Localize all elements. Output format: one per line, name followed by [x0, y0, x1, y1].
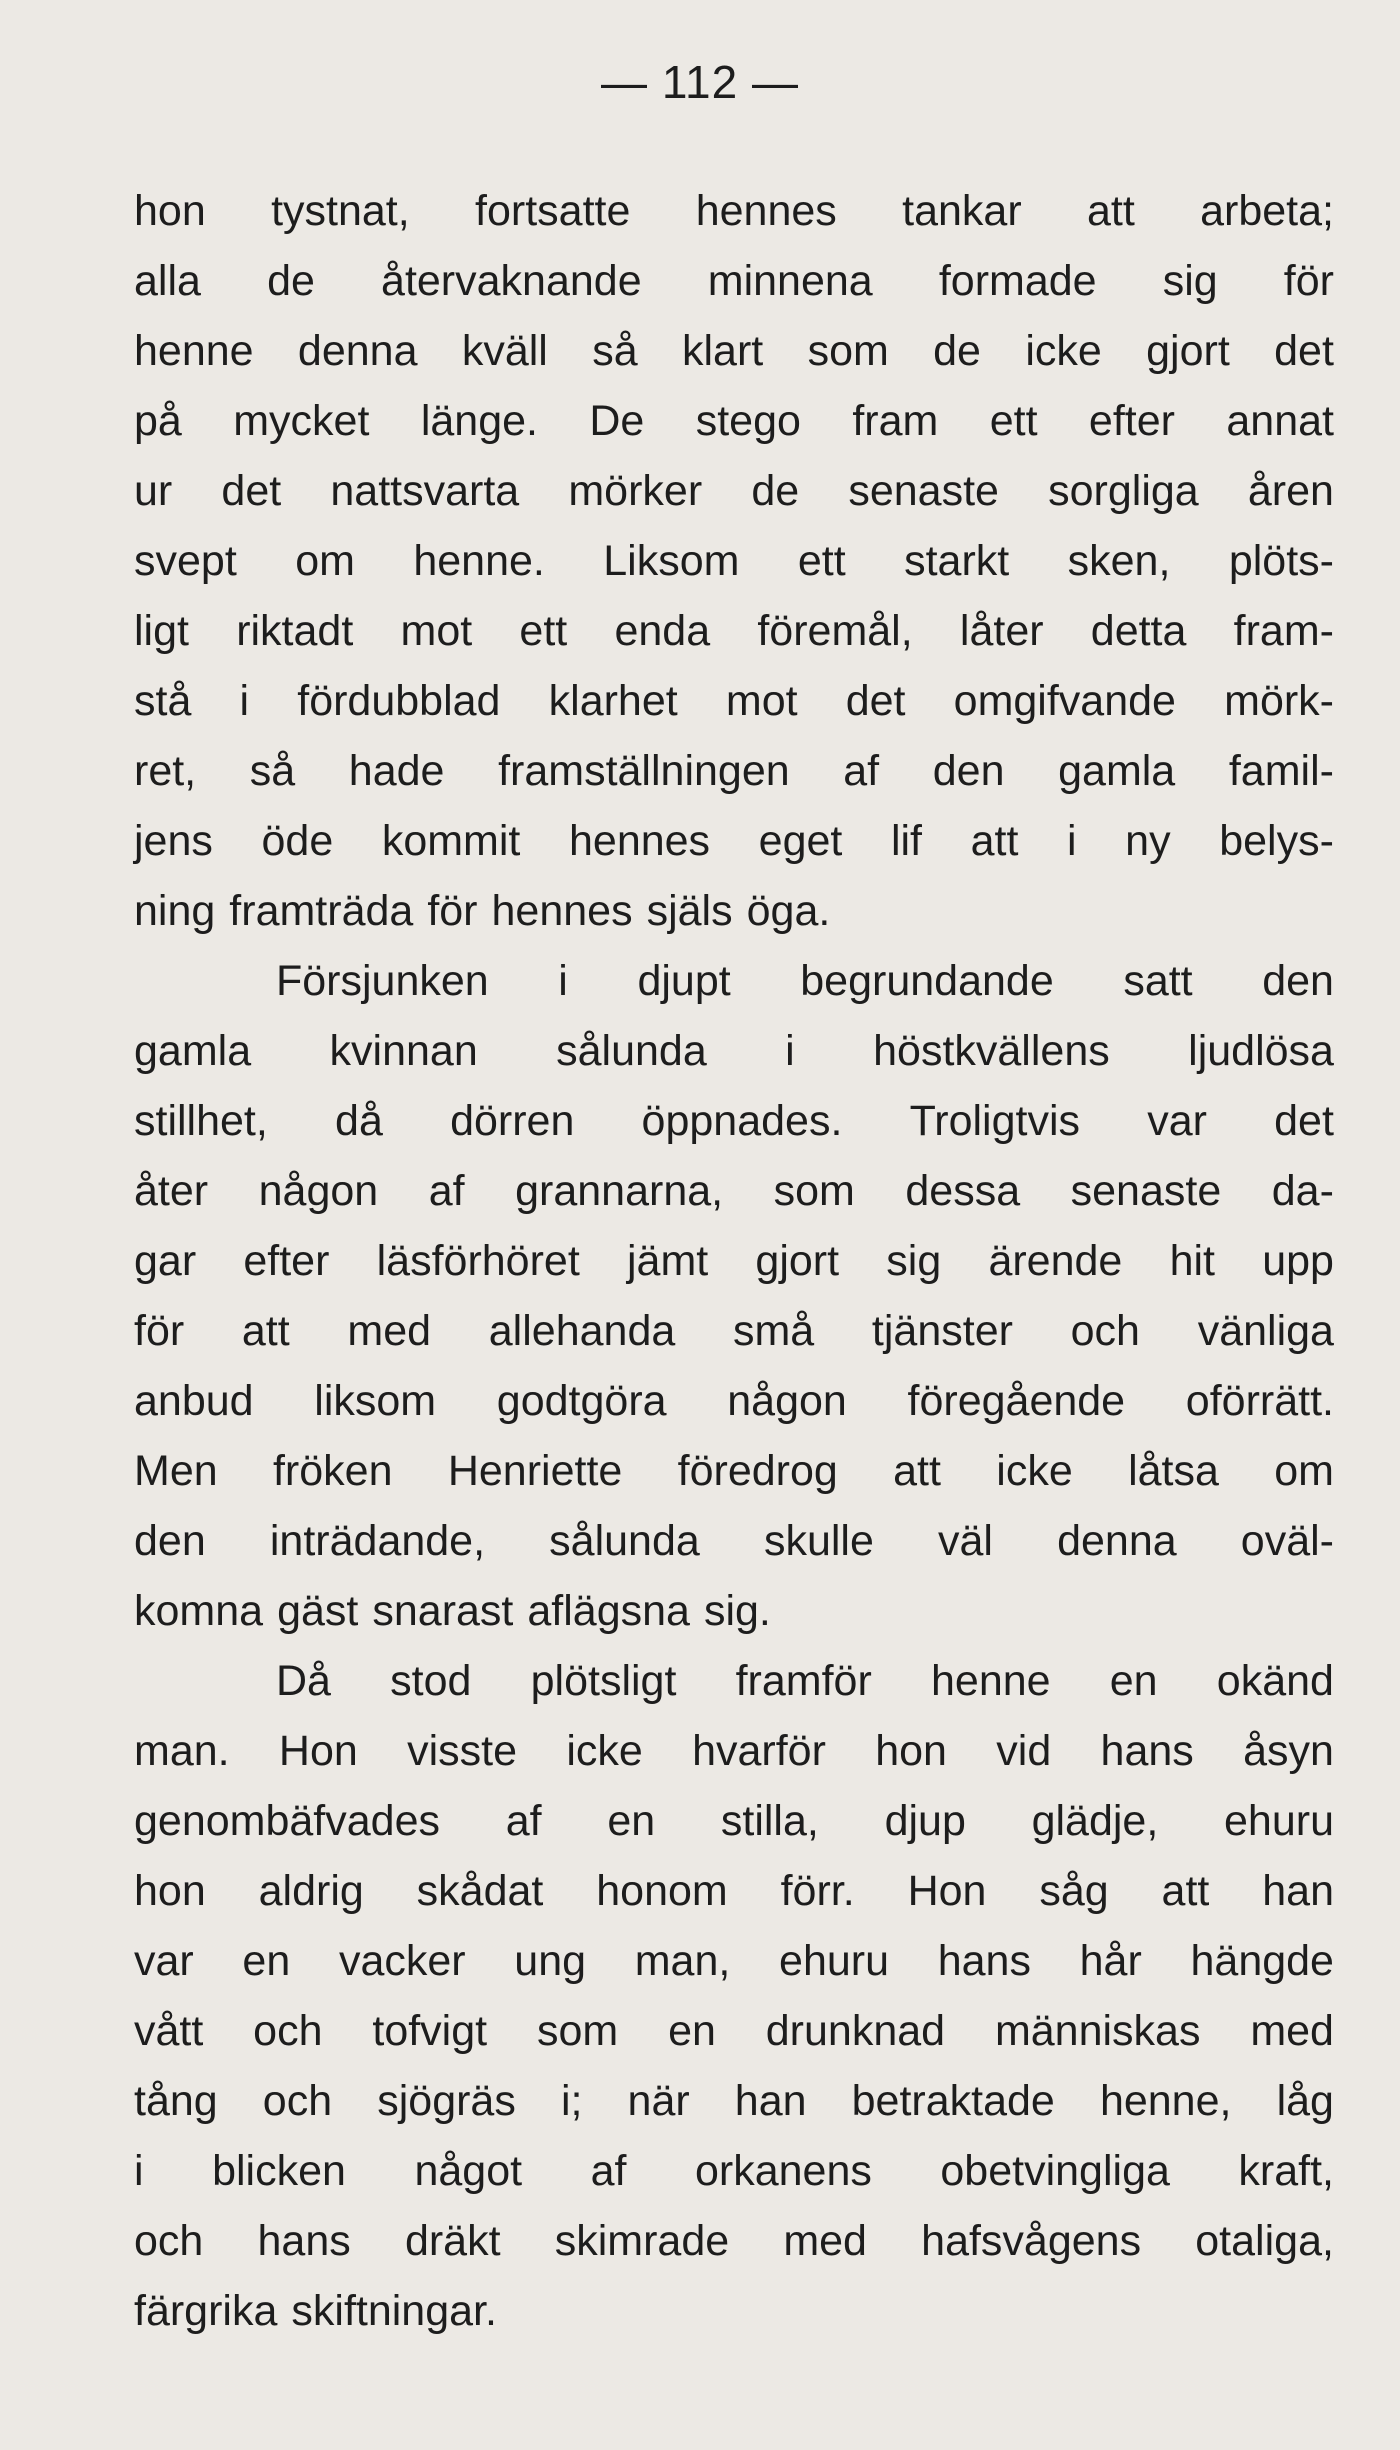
- text-word: och: [1070, 1307, 1140, 1355]
- text-word: tankar: [902, 187, 1022, 235]
- text-word: hans: [257, 2217, 351, 2265]
- text-line: [134, 1296, 1334, 1366]
- text-word: hängde: [1190, 1937, 1334, 1985]
- text-word: icke: [566, 1727, 643, 1775]
- text-line: [134, 526, 1334, 596]
- text-word: betraktade: [851, 2077, 1055, 2125]
- text-line: [134, 176, 1334, 246]
- text-word: Men: [134, 1447, 218, 1495]
- text-word: famil-: [1228, 747, 1334, 795]
- text-line: [134, 666, 1334, 736]
- text-word: otaliga,: [1195, 2217, 1334, 2265]
- text-word: ljudlösa: [1188, 1027, 1334, 1075]
- text-word: i: [1067, 817, 1077, 865]
- text-word: låter: [959, 607, 1044, 655]
- text-word: sorgliga: [1048, 467, 1199, 515]
- text-word: de: [267, 257, 315, 305]
- text-word: djup: [884, 1797, 966, 1845]
- text-word: den: [932, 747, 1005, 795]
- text-word: dessa: [905, 1167, 1021, 1215]
- text-word: hennes: [568, 817, 711, 865]
- text-line: [134, 1366, 1334, 1436]
- text-word: ret,: [134, 747, 197, 795]
- text-word: mot: [400, 607, 473, 655]
- text-word: sig.: [703, 1587, 771, 1635]
- text-line: [134, 806, 1334, 876]
- text-word: såg: [1039, 1867, 1109, 1915]
- text-word: Försjunken: [276, 957, 489, 1005]
- text-word: färgrika: [134, 2287, 278, 2335]
- text-word: vänliga: [1197, 1307, 1334, 1355]
- text-word: och: [134, 2217, 204, 2265]
- text-word: upp: [1262, 1237, 1334, 1285]
- text-line: [134, 1786, 1334, 1856]
- text-word: som: [807, 327, 889, 375]
- text-word: Hon: [278, 1727, 358, 1775]
- text-word: drunknad: [765, 2007, 946, 2055]
- text-word: ärende: [988, 1237, 1123, 1285]
- text-word: stego: [695, 397, 801, 445]
- text-word: sjögräs: [377, 2077, 516, 2125]
- text-word: hår: [1079, 1937, 1142, 1985]
- text-word: dräkt: [404, 2217, 501, 2265]
- text-word: dörren: [450, 1097, 575, 1145]
- text-line: [134, 456, 1334, 526]
- text-word: senaste: [848, 467, 999, 515]
- text-word: ny: [1125, 817, 1171, 865]
- text-word: länge.: [420, 397, 538, 445]
- text-word: fram: [852, 397, 939, 445]
- text-word: aldrig: [258, 1867, 364, 1915]
- text-word: och: [262, 2077, 333, 2125]
- text-word: med: [1250, 2007, 1334, 2055]
- text-word: så: [249, 747, 296, 795]
- text-word: af: [428, 1167, 465, 1215]
- text-word: alla: [134, 257, 201, 305]
- text-word: djupt: [637, 957, 731, 1005]
- text-word: han: [734, 2077, 807, 2125]
- text-word: hans: [1100, 1727, 1194, 1775]
- text-word: något: [414, 2147, 523, 2195]
- text-word: skulle: [763, 1517, 874, 1565]
- text-line: [134, 736, 1334, 806]
- text-line: [134, 1506, 1334, 1576]
- text-word: i: [134, 2147, 144, 2195]
- text-word: han: [1262, 1867, 1334, 1915]
- text-word: minnena: [707, 257, 873, 305]
- text-word: belys-: [1219, 817, 1334, 865]
- text-word: fortsatte: [475, 187, 631, 235]
- text-word: framträda: [229, 887, 414, 935]
- text-word: stillhet,: [134, 1097, 268, 1145]
- text-word: godtgöra: [496, 1377, 667, 1425]
- text-word: själs: [646, 887, 733, 935]
- text-word: inträdande,: [269, 1517, 486, 1565]
- text-word: sålunda: [549, 1517, 700, 1565]
- text-word: riktadt: [236, 607, 354, 655]
- text-word: ning: [134, 887, 216, 935]
- text-word: åren: [1247, 467, 1334, 515]
- text-word: genombäfvades: [134, 1797, 440, 1845]
- text-word: ehuru: [1224, 1797, 1334, 1845]
- text-word: henne: [134, 327, 254, 375]
- text-word: sålunda: [556, 1027, 707, 1075]
- text-line: [134, 946, 1334, 1016]
- text-word: att: [1086, 187, 1135, 235]
- text-word: mycket: [233, 397, 370, 445]
- text-word: hennes: [491, 887, 633, 935]
- text-word: okänd: [1216, 1657, 1334, 1705]
- text-word: Hon: [907, 1867, 987, 1915]
- text-word: lif: [890, 817, 923, 865]
- text-line: [134, 1086, 1334, 1156]
- text-word: hon: [875, 1727, 947, 1775]
- text-word: snarast: [372, 1587, 514, 1635]
- text-word: och: [253, 2007, 323, 2055]
- text-word: vid: [996, 1727, 1052, 1775]
- text-word: mot: [725, 677, 798, 725]
- text-word: aflägsna: [527, 1587, 690, 1635]
- text-word: skådat: [416, 1867, 544, 1915]
- text-word: läsförhöret: [376, 1237, 580, 1285]
- text-word: vått: [134, 2007, 204, 2055]
- text-word: icke: [996, 1447, 1073, 1495]
- text-word: hon: [134, 187, 206, 235]
- text-word: obetvingliga: [940, 2147, 1170, 2195]
- text-word: ett: [989, 397, 1038, 445]
- page-number: — 112 —: [601, 56, 799, 108]
- text-word: honom: [596, 1867, 728, 1915]
- text-word: en: [607, 1797, 656, 1845]
- body-text: [134, 176, 1334, 2346]
- text-word: man.: [134, 1727, 230, 1775]
- text-word: af: [590, 2147, 627, 2195]
- text-word: hans: [937, 1937, 1031, 1985]
- text-word: af: [505, 1797, 542, 1845]
- text-word: var: [1147, 1097, 1207, 1145]
- text-word: ett: [797, 537, 846, 585]
- text-word: mörker: [568, 467, 703, 515]
- text-word: att: [970, 817, 1019, 865]
- text-word: starkt: [904, 537, 1010, 585]
- text-word: eget: [758, 817, 843, 865]
- text-word: om: [295, 537, 355, 585]
- text-word: i: [558, 957, 568, 1005]
- text-line: [134, 1646, 1334, 1716]
- text-word: framför: [735, 1657, 872, 1705]
- text-word: tjänster: [871, 1307, 1013, 1355]
- text-word: icke: [1025, 327, 1102, 375]
- text-line: [134, 1226, 1334, 1296]
- text-word: för: [427, 887, 478, 935]
- text-word: återvaknande: [381, 257, 642, 305]
- text-word: någon: [258, 1167, 379, 1215]
- text-word: jämt: [626, 1237, 709, 1285]
- text-word: den: [134, 1517, 206, 1565]
- text-word: med: [783, 2217, 867, 2265]
- text-word: enda: [614, 607, 711, 655]
- text-word: på: [134, 397, 182, 445]
- text-line: [134, 1856, 1334, 1926]
- text-word: plötsligt: [530, 1657, 677, 1705]
- text-word: henne,: [1099, 2077, 1232, 2125]
- text-word: ung: [514, 1937, 587, 1985]
- text-word: kraft,: [1238, 2147, 1334, 2195]
- text-word: komna: [134, 1587, 264, 1635]
- text-word: allehanda: [488, 1307, 676, 1355]
- text-line: [134, 2206, 1334, 2276]
- text-word: da-: [1271, 1167, 1334, 1215]
- text-word: små: [732, 1307, 815, 1355]
- text-word: gäst: [277, 1587, 359, 1635]
- text-word: om: [1274, 1447, 1334, 1495]
- text-word: sig: [886, 1237, 942, 1285]
- text-word: förr.: [780, 1867, 855, 1915]
- text-word: klart: [681, 327, 764, 375]
- text-word: hennes: [695, 187, 837, 235]
- text-word: plöts-: [1228, 537, 1334, 585]
- text-word: med: [347, 1307, 432, 1355]
- text-word: en: [242, 1937, 291, 1985]
- text-word: sig: [1162, 257, 1218, 305]
- text-word: henne.: [413, 537, 545, 585]
- text-word: anbud: [134, 1377, 254, 1425]
- text-word: arbeta;: [1200, 187, 1334, 235]
- text-word: människas: [994, 2007, 1201, 2055]
- text-word: detta: [1090, 607, 1187, 655]
- text-word: jens: [134, 817, 213, 865]
- text-word: låtsa: [1128, 1447, 1219, 1495]
- text-word: som: [536, 2007, 619, 2055]
- text-word: för: [1283, 257, 1334, 305]
- text-word: hafsvågens: [921, 2217, 1142, 2265]
- text-line: [134, 1436, 1334, 1506]
- text-word: liksom: [314, 1377, 437, 1425]
- text-word: gamla: [1058, 747, 1176, 795]
- text-word: kommit: [381, 817, 521, 865]
- text-word: hit: [1169, 1237, 1215, 1285]
- text-word: mörk-: [1224, 677, 1334, 725]
- text-word: det: [1274, 327, 1334, 375]
- text-word: i;: [560, 2077, 583, 2125]
- text-word: fröken: [272, 1447, 393, 1495]
- text-word: låg: [1276, 2077, 1334, 2125]
- text-word: satt: [1123, 957, 1193, 1005]
- text-word: att: [893, 1447, 941, 1495]
- text-word: orkanens: [694, 2147, 872, 2195]
- text-word: de: [751, 467, 800, 515]
- text-word: glädje,: [1031, 1797, 1159, 1845]
- text-word: begrundande: [800, 957, 1054, 1005]
- text-word: grannarna,: [515, 1167, 724, 1215]
- text-word: svept: [134, 537, 237, 585]
- text-line: [134, 2066, 1334, 2136]
- text-word: en: [668, 2007, 716, 2055]
- text-word: var: [134, 1937, 194, 1985]
- text-word: omgifvande: [953, 677, 1176, 725]
- text-word: blicken: [212, 2147, 346, 2195]
- text-word: fram-: [1233, 607, 1334, 655]
- text-word: de: [933, 327, 981, 375]
- text-word: tofvigt: [372, 2007, 488, 2055]
- text-word: visste: [407, 1727, 518, 1775]
- text-line: [134, 1996, 1334, 2066]
- text-word: efter: [243, 1237, 330, 1285]
- text-word: tång: [134, 2077, 218, 2125]
- text-word: hade: [348, 747, 445, 795]
- text-word: efter: [1088, 397, 1175, 445]
- text-word: gjort: [1146, 327, 1230, 375]
- text-word: af: [843, 747, 880, 795]
- text-word: föregående: [907, 1377, 1126, 1425]
- text-word: fördubblad: [297, 677, 501, 725]
- text-word: någon: [727, 1377, 847, 1425]
- text-word: kväll: [461, 327, 548, 375]
- text-line: [134, 2136, 1334, 2206]
- text-word: en: [1109, 1657, 1158, 1705]
- text-word: ett: [519, 607, 568, 655]
- text-word: gar: [134, 1237, 197, 1285]
- text-word: föredrog: [677, 1447, 838, 1495]
- text-line: [134, 876, 1334, 946]
- text-word: nattsvarta: [330, 467, 520, 515]
- text-word: öde: [261, 817, 334, 865]
- text-word: höstkvällens: [873, 1027, 1110, 1075]
- text-word: senaste: [1070, 1167, 1222, 1215]
- text-word: Då: [276, 1657, 331, 1705]
- text-word: oförrätt.: [1185, 1377, 1334, 1425]
- text-word: tystnat,: [271, 187, 410, 235]
- text-word: den: [1262, 957, 1334, 1005]
- text-word: ehuru: [779, 1937, 890, 1985]
- text-word: när: [627, 2077, 690, 2125]
- text-word: föremål,: [757, 607, 913, 655]
- text-word: så: [592, 327, 638, 375]
- text-line: [134, 1576, 1334, 1646]
- text-word: i: [785, 1027, 795, 1075]
- text-word: stilla,: [720, 1797, 819, 1845]
- text-line: [134, 1016, 1334, 1086]
- text-word: kvinnan: [329, 1027, 478, 1075]
- text-word: denna: [297, 327, 418, 375]
- text-word: gjort: [755, 1237, 840, 1285]
- text-word: hvarför: [692, 1727, 826, 1775]
- text-line: [134, 1156, 1334, 1226]
- text-word: formade: [938, 257, 1097, 305]
- text-word: ligt: [134, 607, 189, 655]
- text-word: denna: [1057, 1517, 1177, 1565]
- text-word: öga.: [746, 887, 831, 935]
- text-word: som: [773, 1167, 855, 1215]
- text-line: [134, 246, 1334, 316]
- text-word: Liksom: [603, 537, 740, 585]
- text-word: det: [1274, 1097, 1334, 1145]
- text-word: gamla: [134, 1027, 252, 1075]
- text-word: i: [239, 677, 250, 725]
- text-line: [134, 316, 1334, 386]
- text-line: [134, 386, 1334, 456]
- text-word: att: [241, 1307, 290, 1355]
- text-word: framställningen: [498, 747, 790, 795]
- text-word: oväl-: [1240, 1517, 1334, 1565]
- text-word: väl: [938, 1517, 993, 1565]
- text-word: man,: [634, 1937, 731, 1985]
- text-word: annat: [1226, 397, 1334, 445]
- text-word: henne: [930, 1657, 1051, 1705]
- text-word: De: [589, 397, 645, 445]
- text-word: skiftningar.: [291, 2287, 497, 2335]
- text-line: [134, 1716, 1334, 1786]
- text-word: det: [845, 677, 906, 725]
- text-word: då: [335, 1097, 383, 1145]
- text-word: stå: [134, 677, 192, 725]
- text-word: klarhet: [548, 677, 678, 725]
- text-line: [134, 1926, 1334, 1996]
- text-word: hon: [134, 1867, 206, 1915]
- text-line: [134, 2276, 1334, 2346]
- text-word: ur: [134, 467, 173, 515]
- text-word: åter: [134, 1167, 209, 1215]
- text-word: åsyn: [1243, 1727, 1334, 1775]
- text-word: att: [1161, 1867, 1210, 1915]
- text-word: sken,: [1067, 537, 1171, 585]
- text-word: Troligtvis: [909, 1097, 1081, 1145]
- text-word: stod: [390, 1657, 472, 1705]
- text-word: det: [221, 467, 282, 515]
- text-word: för: [134, 1307, 185, 1355]
- text-word: öppnades.: [641, 1097, 843, 1145]
- text-word: Henriette: [447, 1447, 623, 1495]
- text-word: skimrade: [554, 2217, 730, 2265]
- text-line: [134, 596, 1334, 666]
- text-word: vacker: [338, 1937, 466, 1985]
